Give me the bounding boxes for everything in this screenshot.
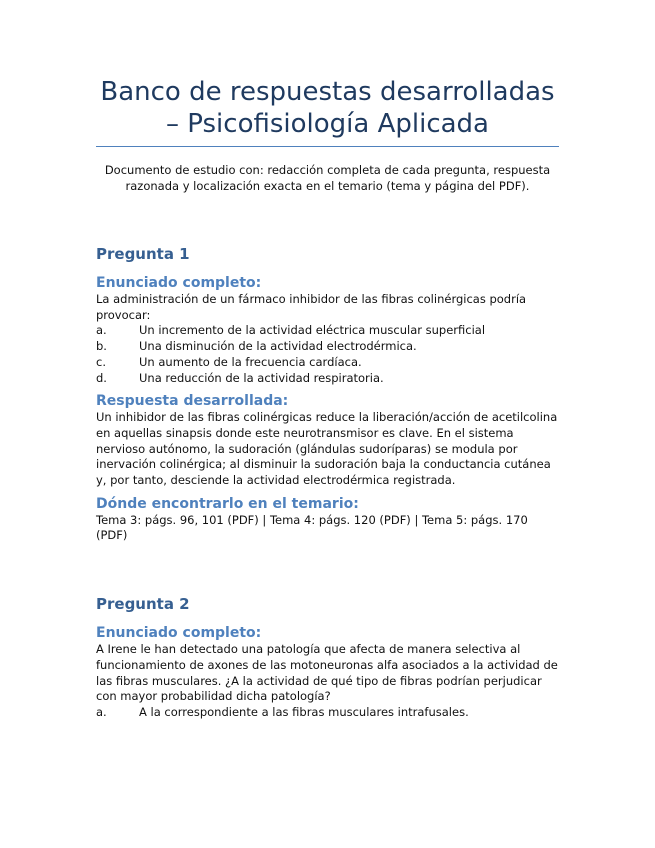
document-subtitle: Documento de estudio con: redacción completa de cada pregunta, respuesta razonada y localización exacta en el temario (tema y página del PDF). xyxy=(104,163,551,193)
location-heading: Dónde encontrarlo en el temario: xyxy=(96,495,359,512)
option-text: Una reducción de la actividad respiratoria. xyxy=(139,370,384,385)
statement-text: A Irene le han detectado una patología que afecta de manera selectiva al funcionamiento de axones de las motoneuronas alfa asociados a la actividad de las fibras musculares. ¿A la actividad de qué tipo de fibras podrían perjudicar con mayor probabilidad dicha patología? xyxy=(96,642,558,704)
option-item xyxy=(96,339,559,355)
option-item xyxy=(96,371,559,387)
option-letter: a. xyxy=(96,704,107,719)
statement-heading: Enunciado completo: xyxy=(96,275,262,291)
title-divider xyxy=(96,146,559,147)
statement-text: La administración de un fármaco inhibidor de las fibras colinérgicas podría provocar: xyxy=(96,292,527,322)
answer-heading: Respuesta desarrollada: xyxy=(96,393,289,410)
option-list xyxy=(96,705,559,721)
option-letter: a. xyxy=(96,323,107,338)
option-text: Una disminución de la actividad electrodérmica. xyxy=(139,339,417,354)
document-page xyxy=(96,0,559,721)
option-letter: c. xyxy=(96,354,106,369)
option-item xyxy=(96,705,559,721)
question-1 xyxy=(96,245,559,544)
option-item xyxy=(96,323,559,339)
option-letter: b. xyxy=(96,339,107,354)
option-list xyxy=(96,323,559,386)
option-letter: d. xyxy=(96,370,107,385)
option-item xyxy=(96,355,559,371)
question-2 xyxy=(96,595,559,721)
question-heading: Pregunta 2 xyxy=(96,595,190,614)
answer-text: Un inhibidor de las fibras colinérgicas reduce la liberación/acción de acetilcolina en aquellas sinapsis donde este neurotransmisor es clave. En el sistema nervioso autónomo, la sudoración (glándulas sudoríparas) se modula por inervación colinérgica; al disminuir la sudoración baja la conductancia cutánea y, por tanto, desciende la actividad electrodérmica registrada. xyxy=(96,410,558,488)
option-text: Un aumento de la frecuencia cardíaca. xyxy=(139,354,362,369)
location-text: Tema 3: págs. 96, 101 (PDF) | Tema 4: págs. 120 (PDF) | Tema 5: págs. 170 (PDF) xyxy=(96,512,528,543)
document-title: Banco de respuestas desarrolladas – Psicofisiología Aplicada xyxy=(100,77,555,139)
option-text: Un incremento de la actividad eléctrica muscular superficial xyxy=(139,323,486,338)
question-heading: Pregunta 1 xyxy=(96,245,190,263)
option-text: A la correspondiente a las fibras musculares intrafusales. xyxy=(139,704,469,719)
statement-heading: Enunciado completo: xyxy=(96,625,262,642)
